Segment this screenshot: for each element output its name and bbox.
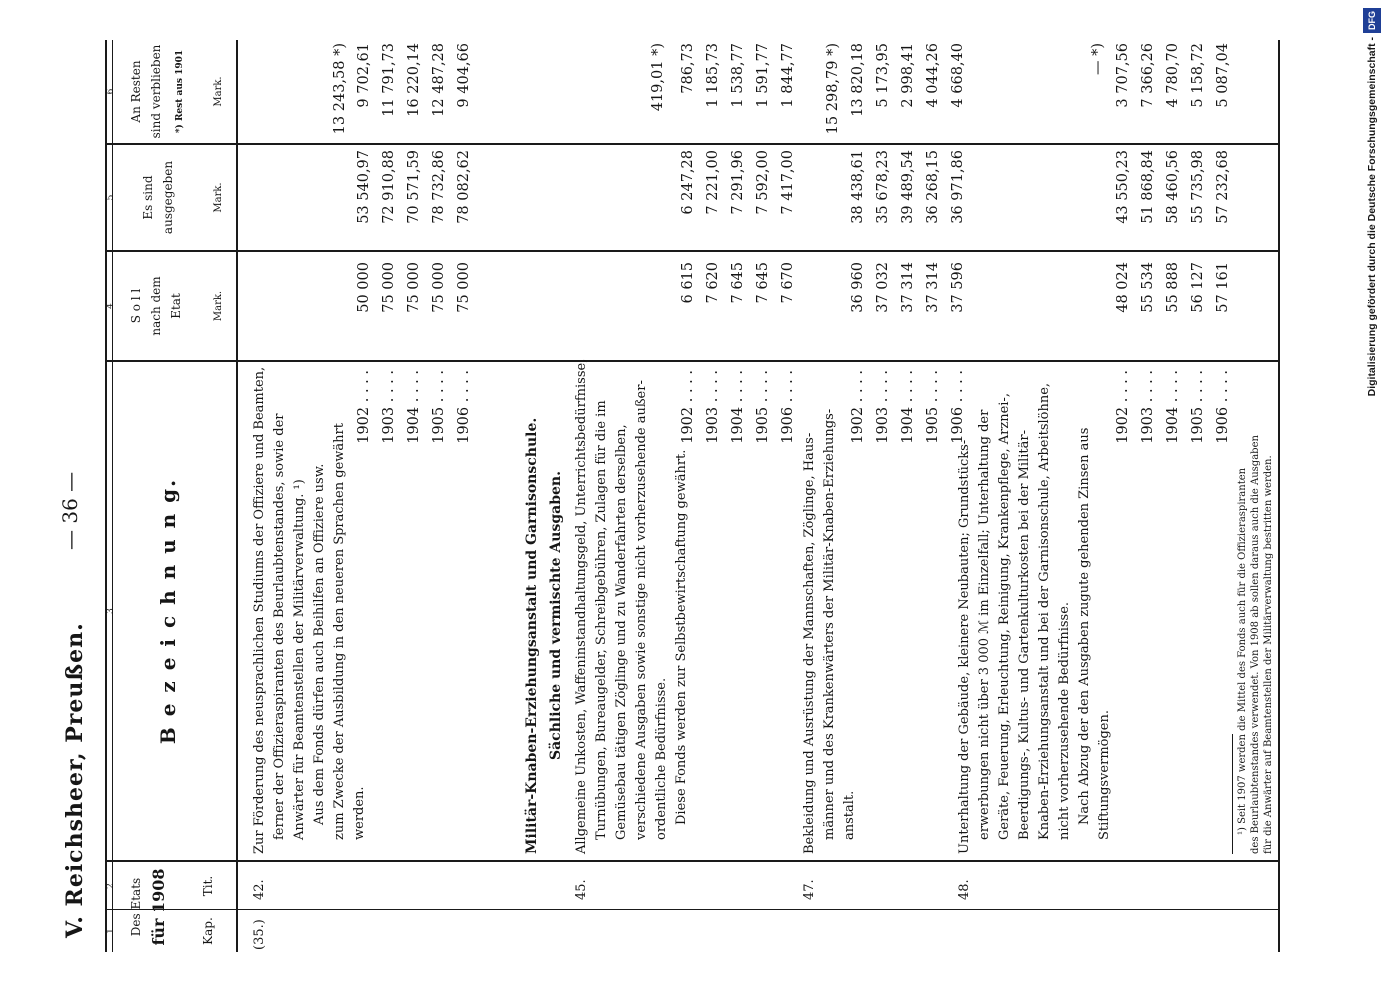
ausgegeben-value: 57 232,68 [1215,150,1231,224]
ausgegeben-value: 70 571,59 [406,150,422,224]
entry-48-line-7: Nach Abzug der den Ausgaben zugute gehenden Zinsen aus [1077,427,1092,825]
ausgegeben-value: 72 910,88 [381,150,397,224]
header-soll-unit: Mark. [213,290,224,322]
resten-value: 1 591,77 [755,43,771,108]
year-label: 1902 . . . . [680,370,696,444]
col-divider-4 [105,250,1280,252]
entry-47-tit: 47. [802,879,817,900]
dfg-badge: DFG [1363,8,1381,33]
digitization-note [1363,8,1381,992]
resten-value: 12 487,28 [431,43,447,117]
entry-42-line-5: zum Zwecke der Ausbildung in den neueren Sprachen gewährt [332,423,347,840]
entry-48-line-8: Stiftungsvermögen. [1097,710,1112,840]
resten-value: 5 087,04 [1215,43,1231,108]
resten-value: 1 538,77 [730,43,746,108]
ausgegeben-value: 39 489,54 [900,150,916,224]
entry-48-opening-rest: — *) [1090,43,1106,76]
footnote-rule [1232,734,1233,854]
header-ausgegeben-2: ausgegeben [161,160,175,235]
entry-45-line-3: Gemüsebau tätigen Zöglinge und zu Wanderfahrten derselben, [614,424,629,840]
resten-value: 5 158,72 [1190,43,1206,108]
year-label: 1904 . . . . [1165,370,1181,444]
year-label: 1904 . . . . [730,370,746,444]
resten-value: 1 185,73 [705,43,721,108]
header-bottom-rule [236,40,238,952]
entry-42-line-6: werden. [352,786,367,840]
header-resten-1: An Resten [129,60,143,123]
resten-value: 2 998,41 [900,43,916,108]
ausgegeben-value: 53 540,97 [356,150,372,224]
soll-value: 75 000 [381,262,397,313]
col-divider-3 [105,360,1280,362]
footnote-line-3: für die Anwärter auf Beamtenstellen der Militärverwaltung bestritten werden. [1263,455,1274,854]
entry-42-kap: (35.) [252,919,267,950]
ausgegeben-value: 6 247,28 [680,150,696,215]
ausgegeben-value: 58 460,56 [1165,150,1181,224]
colnum-4: 4 [106,303,116,309]
header-resten-unit: Mark. [213,76,224,107]
entry-45-opening-rest: 419,01 *) [650,43,666,112]
header-ausgegeben-unit: Mark. [213,182,224,213]
entry-42-line-4: Aus dem Fonds dürfen auch Beihilfen an Offiziere usw. [312,463,327,825]
entry-42-opening-rest: 13 243,58 *) [332,43,348,135]
entry-42-line-2: ferner der Offizieraspiranten des Beurlaubtenstandes, sowie der [272,413,287,840]
colnum-6: 6 [106,88,116,95]
soll-value: 48 024 [1115,262,1131,313]
ausgegeben-value: 7 221,00 [705,150,721,215]
entry-45-line-5: ordentliche Bedürfnisse. [654,677,669,840]
header-ausgegeben-1: Es sind [141,175,155,220]
soll-value: 75 000 [456,262,472,313]
soll-value: 36 960 [850,262,866,313]
header-soll-1: S o l l [129,288,143,324]
soll-value: 75 000 [406,262,422,313]
colnum-3: 3 [106,608,116,614]
resten-value: 4 044,26 [925,43,941,108]
header-bezeichnung: B e z e i c h n u n g. [156,477,180,745]
resten-value: 9 404,66 [456,43,472,108]
soll-value: 7 645 [730,262,746,304]
year-label: 1903 . . . . [705,370,721,444]
ausgegeben-value: 7 592,00 [755,150,771,215]
year-label: 1905 . . . . [431,370,447,444]
resten-value: 4 780,70 [1165,43,1181,108]
entry-48-line-3: Geräte, Feuerung, Erleuchtung, Reinigung, Krankenpflege, Arznei-, [997,393,1012,840]
colnum-1: 1 [106,928,116,934]
resten-value: 3 707,56 [1115,43,1131,108]
ausgegeben-value: 78 732,86 [431,150,447,224]
ausgegeben-value: 35 678,23 [875,150,891,224]
year-label: 1906 . . . . [456,370,472,444]
entry-45-line-4: verschiedene Ausgaben sowie sonstige nicht vorherzusehende außer- [634,380,649,840]
soll-value: 37 032 [875,262,891,313]
year-label: 1903 . . . . [1140,370,1156,444]
year-label: 1902 . . . . [850,370,866,444]
soll-value: 37 314 [900,262,916,313]
entry-47-line-1: Bekleidung und Ausrüstung der Mannschaften, Zöglinge, Haus- [802,432,817,854]
resten-value: 4 668,40 [950,43,966,108]
entry-48-line-5: Knaben-Erziehungsanstalt und bei der Garnisonschule, Arbeitslöhne, [1037,382,1052,840]
entry-45-tit: 45. [574,879,589,900]
soll-value: 7 620 [705,262,721,304]
header-soll-2: nach dem [149,276,163,336]
footnote-line-1: ¹) Seit 1907 werden die Mittel des Fonds auch für die Offizieraspiranten [1237,467,1248,835]
year-label: 1904 . . . . [900,370,916,444]
header-tit: Tit. [201,875,215,897]
header-year: für 1908 [149,868,168,946]
entry-45-heading-1: Militär-Knaben-Erziehungsanstalt und Garnisonschule. [524,417,540,854]
entry-45-line-6: Diese Fonds werden zur Selbstbewirtschaftung gewährt. [674,449,689,825]
col-divider-2 [105,860,1280,862]
ausgegeben-value: 36 268,15 [925,150,941,224]
entry-48-line-4: Beerdigungs-, Kultus- und Gartenkulturkosten bei der Militär- [1017,430,1032,840]
entry-42-line-1: Zur Förderung des neusprachlichen Studiums der Offiziere und Beamten, [252,366,267,854]
resten-value: 5 173,95 [875,43,891,108]
header-soll-3: Etat [169,293,183,319]
year-label: 1902 . . . . [356,370,372,444]
resten-value: 9 702,61 [356,43,372,108]
ausgegeben-value: 7 291,96 [730,150,746,215]
year-label: 1905 . . . . [755,370,771,444]
col-divider-5 [105,143,1280,145]
soll-value: 37 596 [950,262,966,313]
entry-45-line-1: Allgemeine Unkosten, Waffeninstandhaltungsgeld, Unterrichtsbedürfnisse, [574,358,589,854]
header-kap: Kap. [201,917,215,945]
soll-value: 50 000 [356,262,372,313]
header-resten-2: sind verblieben [149,44,163,139]
soll-value: 75 000 [431,262,447,313]
colnum-5: 5 [106,194,116,201]
entry-42-line-3: Anwärter für Beamtenstellen der Militärverwaltung. ¹) [292,479,307,840]
ausgegeben-value: 78 082,62 [456,150,472,224]
year-label: 1904 . . . . [406,370,422,444]
resten-value: 16 220,14 [406,43,422,117]
year-label: 1905 . . . . [925,370,941,444]
entry-47-line-2: männer und des Krankenwärters der Militär-Knaben-Erziehungs- [822,408,837,840]
ausgegeben-value: 55 735,98 [1190,150,1206,224]
ausgegeben-value: 38 438,61 [850,150,866,224]
soll-value: 37 314 [925,262,941,313]
ausgegeben-value: 7 417,00 [780,150,796,215]
section-title: V. Reichsheer, Preußen. [62,622,88,938]
resten-value: 7 366,26 [1140,43,1156,108]
digitization-text: Digitalisierung gefördert durch die Deutsche Forschungsgemeinschaft - [1366,37,1378,397]
entry-47-line-3: anstalt. [842,790,857,840]
resten-value: 13 820,18 [850,43,866,117]
header-resten-note: *) Rest aus 1901 [175,49,185,134]
entry-48-line-1: Unterhaltung der Gebäude, kleinere Neubauten; Grundstücks- [957,439,972,854]
header-des-etats: Des Etats [129,877,143,937]
ausgegeben-value: 36 971,86 [950,150,966,224]
year-label: 1906 . . . . [1215,370,1231,444]
soll-value: 56 127 [1190,262,1206,313]
year-label: 1906 . . . . [780,370,796,444]
entry-45-line-2: Turnübungen, Bureaugelder, Schreibgebühren, Zulagen für die im [594,400,609,840]
col-divider-1 [105,909,1280,910]
resten-value: 786,73 [680,43,696,94]
entry-42-tit: 42. [252,879,267,900]
soll-value: 6 615 [680,262,696,304]
soll-value: 57 161 [1215,262,1231,313]
entry-48-line-6: nicht vorherzusehende Bedürfnisse. [1057,601,1072,840]
year-label: 1902 . . . . [1115,370,1131,444]
page-number: — 36 — [58,471,82,550]
soll-value: 7 670 [780,262,796,304]
soll-value: 55 534 [1140,262,1156,313]
ausgegeben-value: 51 868,84 [1140,150,1156,224]
table-bottom-rule [1278,40,1280,952]
colnum-2: 2 [106,883,116,889]
soll-value: 55 888 [1165,262,1181,313]
year-label: 1905 . . . . [1190,370,1206,444]
entry-48-tit: 48. [957,879,972,900]
entry-45-heading-2: Sächliche und vermischte Ausgaben. [548,471,564,760]
footnote-line-2: des Beurlaubtenstandes verwendet. Von 1908 ab sollen daraus auch die Ausgaben [1250,435,1261,854]
resten-value: 11 791,73 [381,43,397,117]
year-label: 1906 . . . . [950,370,966,444]
entry-47-opening-rest: 15 298,79 *) [825,43,841,135]
year-label: 1903 . . . . [875,370,891,444]
year-label: 1903 . . . . [381,370,397,444]
entry-48-line-2: erwerbungen nicht über 3 000 ℳ im Einzelfall; Unterhaltung der [977,409,992,840]
soll-value: 7 645 [755,262,771,304]
resten-value: 1 844,77 [780,43,796,108]
ausgegeben-value: 43 550,23 [1115,150,1131,224]
